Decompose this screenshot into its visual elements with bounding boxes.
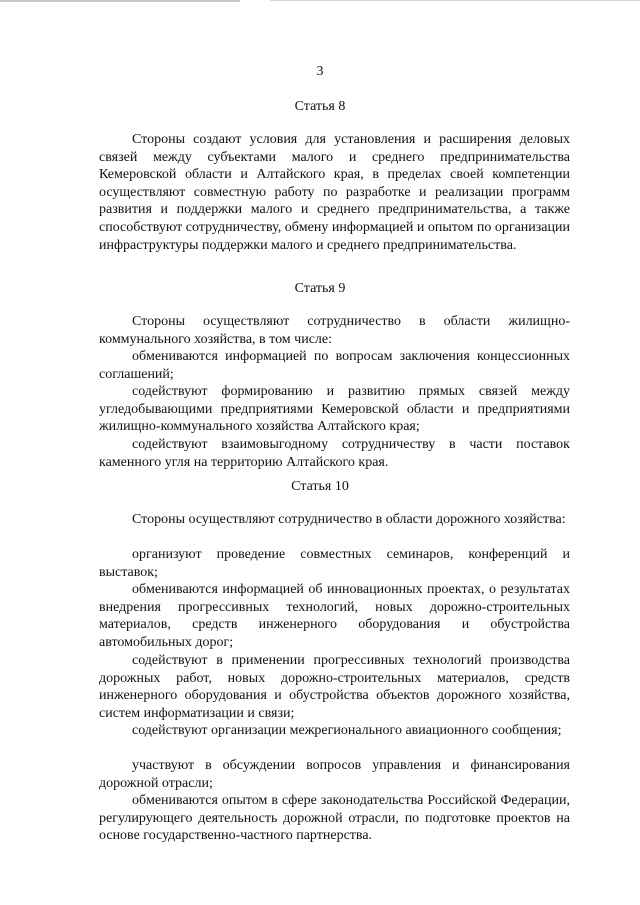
article-10-paragraph: содействуют в применении прогрессивных технологий производства дорожных работ, новых дорожно-строительных материалов, средств инженерного оборудования и обустройства объектов дорожного хозяйства, систем информатизации и связи; <box>99 653 570 721</box>
article-10-paragraph: обмениваются информацией об инновационных проектах, о результатах внедрения прогрессивных технологий, новых дорожно-строительных материалов, средств инженерного оборудования и обустройства автомобильных дорог; <box>99 582 570 650</box>
article-9-paragraph: Стороны осуществляют сотрудничество в области жилищно-коммунального хозяйства, в том числе: <box>99 314 570 347</box>
article-10-paragraph: обмениваются опытом в сфере законодательства Российской Федерации, регулирующего деятельность дорожной отрасли, по подготовке проектов на основе государственно-частного партнерства. <box>99 793 570 844</box>
article-10-paragraph: содействуют организации межрегионального авиационного сообщения; <box>132 723 562 738</box>
article-9-paragraph: содействуют формированию и развитию прямых связей между угледобывающими предприятиями Кемеровской области и предприятиями жилищно-коммунального хозяйства Алтайского края; <box>99 384 570 435</box>
scan-edge-line <box>0 0 240 2</box>
page-number: 3 <box>316 64 324 79</box>
article-10-paragraph: участвуют в обсуждении вопросов управления и финансирования дорожной отрасли; <box>99 758 570 791</box>
article-8-heading: Статья 8 <box>294 99 346 114</box>
article-9-paragraph: содействуют взаимовыгодному сотрудничеству в части поставок каменного угля на территорию Алтайского края. <box>99 437 570 470</box>
article-10-heading: Статья 10 <box>291 479 349 494</box>
scan-edge-line <box>270 0 640 1</box>
article-9-paragraph: обмениваются информацией по вопросам заключения концессионных соглашений; <box>99 349 570 382</box>
article-10-paragraph: организуют проведение совместных семинаров, конференций и выставок; <box>99 547 570 580</box>
article-8-paragraph: Стороны создают условия для установления и расширения деловых связей между субъектами малого и среднего предпринимательства Кемеровской области и Алтайского края, в пределах своей компетенции осуществляют совместную работу по разработке и реализации программ развития и поддержки малого и среднего предпринимательства, а также способствуют сотрудничеству, обмену информацией и опытом по организации инфраструктуры поддержки малого и среднего предпринимательства. <box>99 132 570 253</box>
article-9-heading: Статья 9 <box>294 281 346 296</box>
article-10-paragraph: Стороны осуществляют сотрудничество в области дорожного хозяйства: <box>132 512 566 527</box>
